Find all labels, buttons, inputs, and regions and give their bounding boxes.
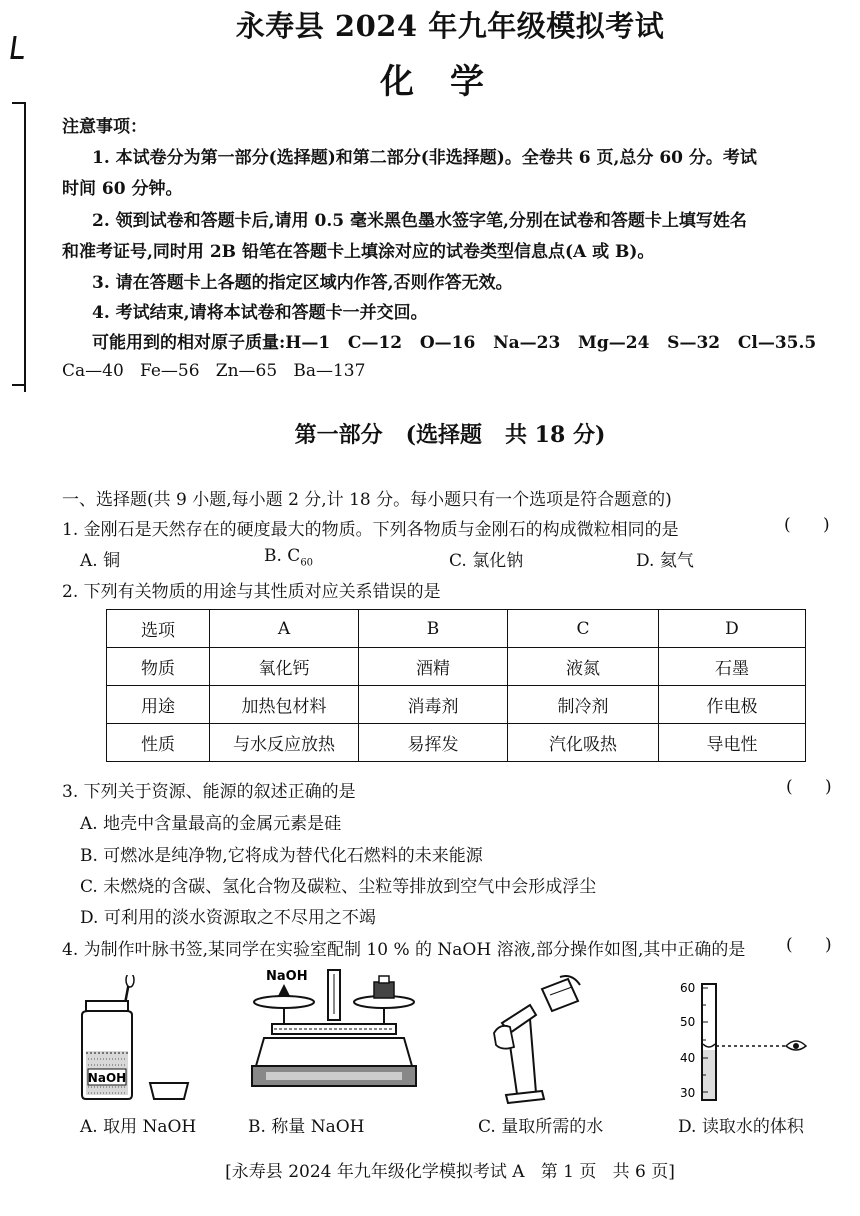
answer-bracket: ( ) [786, 935, 832, 955]
table-cell: 石墨 [659, 648, 806, 686]
notice-item-1: 1. 本试卷分为第一部分(选择题)和第二部分(非选择题)。全卷共 6 页,总分 60 分。考试 [92, 148, 757, 168]
question-2-stem: 2. 下列有关物质的用途与其性质对应关系错误的是 [62, 582, 441, 602]
table-row [107, 686, 806, 724]
table-cell: B [359, 610, 508, 648]
cylinder-mark: 40 [680, 1051, 696, 1065]
notice-item-2-cont: 和准考证号,同时用 2B 铅笔在答题卡上填涂对应的试卷类型信息点(A 或 B)。 [62, 242, 655, 262]
table-cell: 物质 [107, 648, 210, 686]
table-row [107, 724, 806, 762]
table-cell: 氧化钙 [210, 648, 359, 686]
table-cell: 选项 [107, 610, 210, 648]
table-cell: 性质 [107, 724, 210, 762]
notice-item-4: 4. 考试结束,请将本试卷和答题卡一并交回。 [92, 303, 428, 323]
question-3-option-b: B. 可燃冰是纯净物,它将成为替代化石燃料的未来能源 [80, 846, 483, 866]
notice-item-2: 2. 领到试卷和答题卡后,请用 0.5 毫米黑色墨水签字笔,分别在试卷和答题卡上填写姓名 [92, 211, 747, 231]
table-cell: 汽化吸热 [508, 724, 659, 762]
question-3-stem: 3. 下列关于资源、能源的叙述正确的是 [62, 782, 356, 802]
question-2-table [106, 609, 806, 762]
question-3-option-a: A. 地壳中含量最高的金属元素是硅 [80, 814, 342, 834]
answer-bracket: ( ) [784, 515, 830, 535]
table-cell: 导电性 [659, 724, 806, 762]
label-naoh-jar: NaOH [87, 1071, 127, 1085]
table-cell: 加热包材料 [210, 686, 359, 724]
section-instructions: 一、选择题(共 9 小题,每小题 2 分,计 18 分。每小题只有一个选项是符合题意的) [62, 490, 672, 510]
exam-title: 永寿县 2024 年九年级模拟考试 [235, 9, 665, 43]
question-3-option-c: C. 未燃烧的含碳、氢化合物及碳粒、尘粒等排放到空气中会形成浮尘 [80, 877, 597, 897]
notice-item-1-cont: 时间 60 分钟。 [62, 179, 183, 199]
subject-title: 化学 [380, 62, 520, 102]
section-title: 第一部分 (选择题 共 18 分) [294, 422, 606, 448]
question-1-option-d: D. 氦气 [636, 551, 694, 571]
caption-b: B. 称量 NaOH [248, 1117, 365, 1137]
caption-d: D. 读取水的体积 [678, 1117, 804, 1137]
figure-c-cylinder-icon [480, 975, 590, 1105]
caption-a: A. 取用 NaOH [80, 1117, 197, 1137]
table-row [107, 648, 806, 686]
figure-a-jar-icon [72, 975, 202, 1105]
table-cell: 酒精 [359, 648, 508, 686]
table-cell: 易挥发 [359, 724, 508, 762]
binding-tick [12, 384, 24, 386]
cylinder-mark: 30 [680, 1086, 696, 1100]
cylinder-mark: 50 [680, 1015, 696, 1029]
caption-c: C. 量取所需的水 [478, 1117, 604, 1137]
page-footer: [永寿县 2024 年九年级化学模拟考试 A 第 1 页 共 6 页] [225, 1162, 675, 1182]
notice-heading: 注意事项： [62, 117, 147, 137]
atomic-mass-line: 可能用到的相对原子质量:H—1 C—12 O—16 Na—23 Mg—24 S—32 Cl—35.5 [92, 333, 817, 353]
table-row [107, 610, 806, 648]
table-cell: A [210, 610, 359, 648]
table-cell: D [659, 610, 806, 648]
question-1-option-c: C. 氯化钠 [449, 551, 524, 571]
question-3-option-d: D. 可利用的淡水资源取之不尽用之不竭 [80, 908, 376, 928]
table-cell: 制冷剂 [508, 686, 659, 724]
question-1-option-a: A. 铜 [80, 551, 121, 571]
table-cell: C [508, 610, 659, 648]
answer-bracket: ( ) [786, 777, 832, 797]
label-naoh-balance: NaOH [266, 969, 308, 984]
table-cell: 用途 [107, 686, 210, 724]
table-cell: 液氮 [508, 648, 659, 686]
figure-b-balance-icon [244, 962, 424, 1097]
question-4-stem: 4. 为制作叶脉书签,某同学在实验室配制 10 % 的 NaOH 溶液,部分操作如图,其中正确的是 [62, 940, 746, 960]
table-cell: 消毒剂 [359, 686, 508, 724]
question-1-option-b: B. $C_{60}$ [264, 546, 314, 569]
binding-line [24, 102, 26, 392]
table-cell: 作电极 [659, 686, 806, 724]
table-cell: 与水反应放热 [210, 724, 359, 762]
notice-item-3: 3. 请在答题卡上各题的指定区域内作答,否则作答无效。 [92, 273, 513, 293]
figure-d-cylinder-reading-icon [676, 980, 816, 1102]
atomic-mass-line-cont: Ca—40 Fe—56 Zn—65 Ba—137 [62, 361, 366, 381]
cylinder-mark: 60 [680, 981, 696, 995]
question-1-stem: 1. 金刚石是天然存在的硬度最大的物质。下列各物质与金刚石的构成微粒相同的是 [62, 520, 679, 540]
